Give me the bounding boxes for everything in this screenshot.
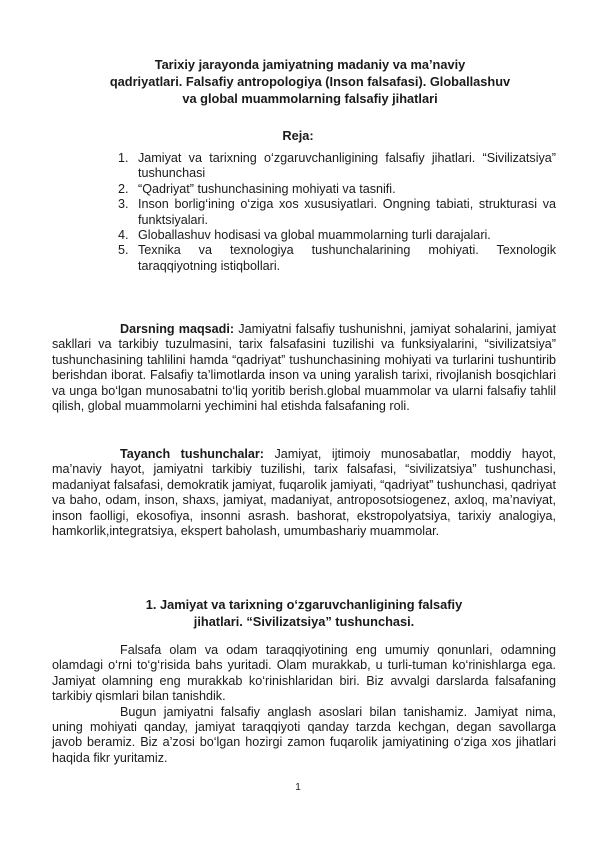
goal-section	[52, 322, 556, 414]
plan-item	[118, 228, 556, 243]
plan-item-text: “Qadriyat” tushunchasining mohiyati va tasnifi.	[138, 181, 396, 196]
goal-text: Jamiyatni falsafiy tushunishni, jamiyat sohalarini, jamiyat sakllari va tarkibiy tuzulmasini, tarix falsafasini tuzilishi va funksiyalarini, “sivilizatsiya” tushunchasining tahlilini hamda “qadriyat” tushunchasining mohiyati va turlarini tushuntirib berishdan iborat. Falsafiy ta’limotlarda inson va uning yaralish tarixi, rivojlanish bosqichlari va unga bo‘lgan munosabatni to‘liq yoritib berish.global muammolar va ularni falsafiy tahlil qilish, global muammolarni yechimini hal etishda falsafaning roli.	[52, 322, 557, 414]
page-number: 1	[295, 782, 301, 793]
plan-heading: Reja:	[282, 128, 314, 143]
title-line: Tarixiy jarayonda jamiyatning madaniy va ma’naviy	[154, 57, 466, 72]
plan-item-text: Texnika va texnologiya tushunchalarining mohiyati. Texnologik taraqqiyotning istiqbollari.	[138, 243, 556, 273]
plan-item	[118, 197, 556, 228]
title-line: qadriyatlari. Falsafiy antropologiya (Inson falsafasi). Globallashuv	[109, 74, 511, 89]
plan-item-text: Globallashuv hodisasi va global muammolarning turli darajalari.	[138, 228, 491, 243]
plan-list	[118, 151, 556, 274]
concepts-section	[52, 447, 556, 539]
title-line: va global muammolarning falsafiy jihatlari	[182, 91, 438, 106]
plan-item-text: Jamiyat va tarixning o‘zgaruvchanligining falsafiy jihatlari. “Sivilizatsiya” tushunchasi	[138, 151, 556, 181]
section-heading	[52, 596, 556, 630]
goal-paragraph	[52, 322, 556, 414]
plan-item-number: 1.	[118, 151, 129, 165]
section-body	[52, 643, 556, 766]
goal-label: Darsning maqsadi:	[120, 322, 235, 336]
plan-item	[118, 243, 556, 274]
section-heading-line: jihatlari. “Sivilizatsiya” tushunchasi.	[193, 614, 415, 629]
concepts-label: Tayanch tushunchalar:	[120, 447, 264, 461]
plan-item	[118, 182, 556, 197]
concepts-text: Jamiyat, ijtimoiy munosabatlar, moddiy hayot, ma’naviy hayot, jamiyatni tarkibiy tuzilishi, tarix falsafasi, “sivilizatsiya” tushunchasi, madaniyat falsafasi, demokratik jamiyat, fuqarolik jamiyati, “qadriyat” tushunchasi, qadriyat va baho, odam, inson, shaxs, jamiyat, madaniyat, antroposotsiogenez, axloq, ma’naviyat, inson faolligi, ekosofiya, insonni asrash. bashorat, ekstropolyatsiya, tarixiy analogiya, hamkorlik,integratsiya, ekspert baholash, umumbashariy muammolar.	[52, 447, 556, 539]
section-heading-line: 1. Jamiyat va tarixning o‘zgaruvchanligining falsafiy	[145, 597, 463, 612]
body-paragraph: Falsafa olam va odam taraqqiyotining eng umumiy qonunlari, odamning olamdagi o‘rni to‘g‘risida bahs yuritadi. Olam murakkab, u turli-tuman ko‘rinishlarga ega. Jamiyat olamning eng murakkab ko‘rinishlaridan biri. Biz avvalgi darslarda falsafaning tarkibiy qismlari bilan tanishdik.	[52, 643, 556, 704]
concepts-paragraph	[52, 447, 556, 539]
plan-item-number: 3.	[118, 197, 129, 212]
document-title	[100, 56, 520, 107]
body-paragraph: Bugun jamiyatni falsafiy anglash asoslari bilan tanishamiz. Jamiyat nima, uning mohiyati qanday, jamiyat taraqqiyoti qanday tarzda kechgan, degan savollarga javob beramiz. Biz a’zosi bo‘lgan hozirgi zamon fuqarolik jamiyatining o‘ziga xos jihatlari haqida fikr yuritamiz.	[52, 704, 556, 765]
plan-item	[118, 151, 556, 182]
plan-item-number: 4.	[118, 228, 129, 243]
plan-item-number: 5.	[118, 243, 129, 258]
plan-item-number: 2.	[118, 181, 129, 196]
plan-item-text: Inson borlig‘ining o‘ziga xos xususiyatlari. Ongning tabiati, strukturasi va funktsiyalari.	[138, 197, 556, 227]
